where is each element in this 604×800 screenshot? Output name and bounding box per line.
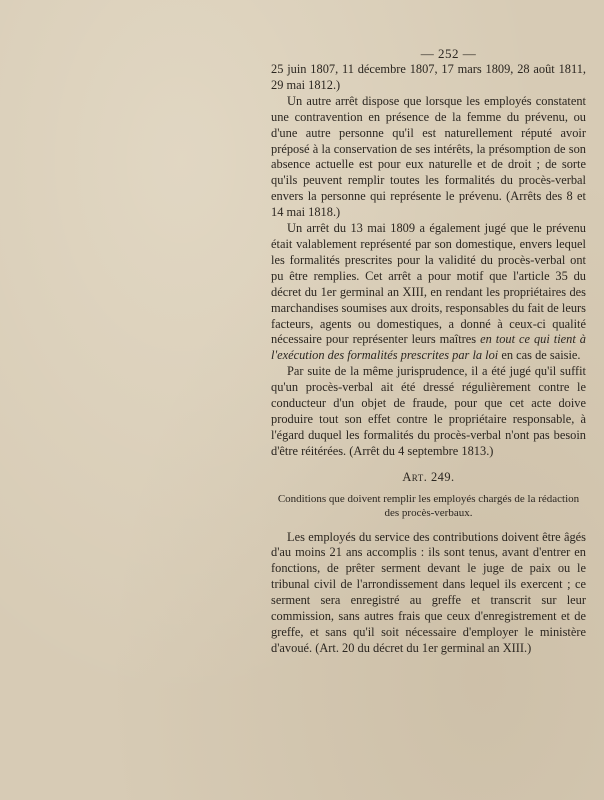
text-column	[271, 46, 586, 657]
article-label: Art. 249.	[402, 469, 455, 484]
page-number: — 252 —	[420, 46, 477, 61]
paragraph-text: Un arrêt du 13 mai 1809 a également jugé que le prévenu était valablement représenté par son domestique, envers lequel les formalités prescrites pour la validité du procès-verbal ont pu être remplies. Cet arrêt a pour motif que l'article 35 du décret du 1er germinal an XIII, en rendant les propriétaires des marchandises soumises aux droits, responsables du fait de leurs facteurs, agents ou domestiques, a donné à ceux-ci qualité nécessaire pour représenter leurs maîtres	[271, 221, 586, 347]
paragraph-absence-presumption: Un autre arrêt dispose que lorsque les employés constatent une contravention en présence de la femme du prévenu, ou d'une autre personne qu'il est naturellement réputé avoir préposé à la conservation de ses intérêts, la présomption de son absence actuelle est pour eux naturelle et de droit ; de sorte qu'ils peuvent remplir toutes les formalités du procès-verbal envers la personne qui représente le prévenu. (Arrêts des 8 et 14 mai 1818.)	[271, 93, 586, 220]
article-heading	[271, 470, 586, 486]
article-subtitle: Conditions que doivent remplir les employés chargés de la rédaction des procès-verbaux.	[277, 492, 580, 519]
italic-quote: en tout ce qui tient à l'exécution des formalités prescrites par la loi	[271, 332, 586, 363]
paragraph-domestic-representation	[271, 221, 586, 364]
paragraph-text: en cas de saisie.	[498, 348, 581, 363]
paragraph-jurisprudence: Par suite de la même jurisprudence, il a été jugé qu'il suffit qu'un procès-verbal ait été dressé régulièrement contre le conducteur d'un objet de fraude, pour que cet acte doive produire tout son effet contre le propriétaire responsable, à l'égard duquel les formalités du procès-verbal n'ont pas besoin d'être réitérées. (Arrêt du 4 septembre 1813.)	[271, 364, 586, 458]
paragraph-employee-conditions: Les employés du service des contributions doivent être âgés d'au moins 21 ans accomplis : ils sont tenus, avant d'entrer en fonctions, de prêter serment devant le juge de paix ou le tribunal civil de l'arrondissement dans lequel ils exercent ; ce serment sera enregistré au greffe et transcrit sur leur commission, sans autres frais que ceux d'enregistrement et de greffe, et sans qu'il soit nécessaire d'employer le ministère d'avoué. (Art. 20 du décret du 1er germinal an XIII.)	[271, 529, 586, 655]
paragraph-continuation: 25 juin 1807, 11 décembre 1807, 17 mars 1809, 28 août 1811, 29 mai 1812.)	[271, 62, 586, 92]
